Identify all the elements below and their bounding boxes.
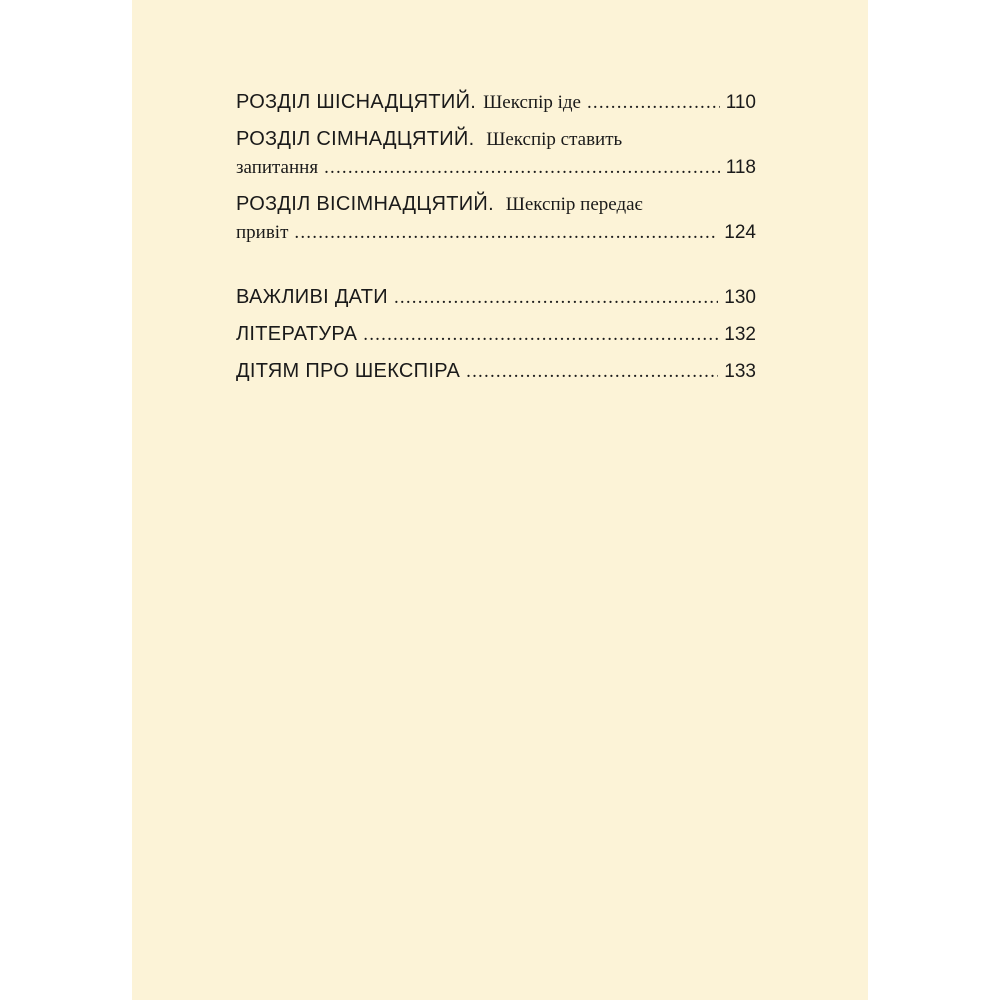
toc-entry-literature [236,320,756,349]
toc-entry-title: Шекспір передає [505,194,643,215]
toc-entry-heading: РОЗДІЛ СІМНАДЦЯТИЙ. [236,128,475,150]
table-of-contents [236,88,756,386]
dot-leader [587,89,720,117]
toc-entry-for-children [236,357,756,386]
toc-entry-page-number: 133 [724,361,756,382]
dot-leader [363,321,718,349]
toc-entry-heading: РОЗДІЛ ШІСНАДЦЯТИЙ. [236,91,477,113]
toc-entry-heading: ЛІТЕРАТУРА [236,323,358,345]
toc-entry-chapter-18 [236,190,756,247]
toc-entry-heading: ВАЖЛИВІ ДАТИ [236,286,388,308]
toc-entry-chapter-17 [236,125,756,182]
toc-entry-page-number: 130 [724,287,756,308]
toc-entry-page-number: 110 [725,92,756,113]
toc-entry-title: Шекспір ставить [486,129,623,150]
toc-entry-page-number: 132 [724,324,756,345]
toc-entry-title-continuation: запитання [236,157,319,178]
toc-entry-chapter-16 [236,88,756,117]
dot-leader [324,154,720,182]
toc-entry-page-number: 118 [725,157,756,178]
toc-entry-heading: ДІТЯМ ПРО ШЕКСПІРА [236,360,461,382]
toc-entry-heading: РОЗДІЛ ВІСІМНАДЦЯТИЙ. [236,193,494,215]
toc-entry-page-number: 124 [724,222,756,243]
dot-leader [294,219,718,247]
dot-leader [394,284,718,312]
toc-entry-title: Шекспір іде [483,92,581,113]
toc-entry-title-continuation: привіт [236,222,289,243]
dot-leader [466,358,718,386]
toc-entry-important-dates [236,283,756,312]
